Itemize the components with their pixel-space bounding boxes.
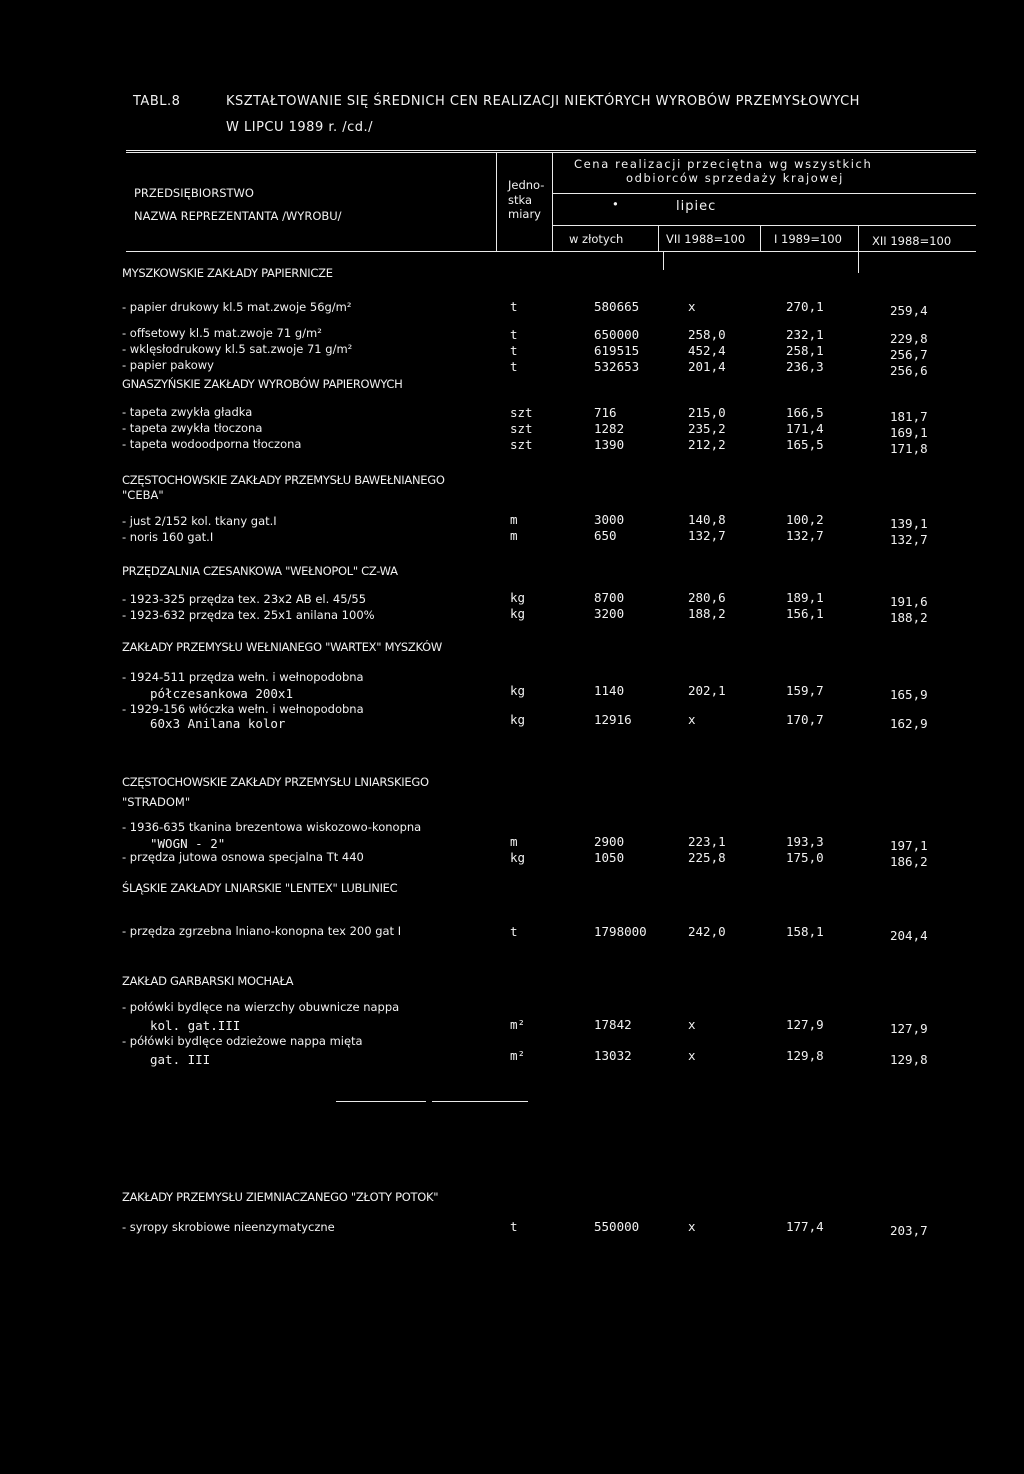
row-index-xii-1988: 169,1 <box>890 425 928 440</box>
row-price-pln: 619515 <box>594 343 640 358</box>
row-index-i-1989: 127,9 <box>786 1017 824 1032</box>
row-index-i-1989: 165,5 <box>786 437 824 452</box>
row-label: - noris 160 gat.I <box>122 530 214 544</box>
row-label: - tapeta zwykła tłoczona <box>122 421 263 435</box>
row-index-xii-1988: 132,7 <box>890 532 928 547</box>
row-label: - 1924-511 przędza wełn. i wełnopodobna <box>122 670 364 684</box>
row-index-xii-1988: 197,1 <box>890 838 928 853</box>
row-price-pln: 1140 <box>594 683 625 698</box>
row-label-line2: 60x3 Anilana kolor <box>150 716 286 731</box>
row-price-pln: 12916 <box>594 712 632 727</box>
page-title: KSZTAŁTOWANIE SIĘ ŚREDNICH CEN REALIZACJI NIEKTÓRYCH WYROBÓW PRZEMYSŁOWYCH <box>226 94 860 109</box>
header-unit-3: miary <box>508 207 541 221</box>
header-price-subtitle: odbiorców sprzedaży krajowej <box>626 171 844 185</box>
header-col-pln: w złotych <box>569 232 624 246</box>
row-label: - 1929-156 włóczka wełn. i wełnopodobna <box>122 702 364 716</box>
row-unit: kg <box>510 683 526 698</box>
row-unit: t <box>510 343 518 358</box>
row-price-pln: 532653 <box>594 359 640 374</box>
row-price-pln: 2900 <box>594 834 625 849</box>
row-unit: szt <box>510 405 533 420</box>
table-number: TABL.8 <box>133 94 181 109</box>
row-index-vii-1988: 280,6 <box>688 590 726 605</box>
row-index-i-1989: 170,7 <box>786 712 824 727</box>
row-label: - przędza jutowa osnowa specjalna Tt 440 <box>122 850 364 864</box>
row-index-xii-1988: 139,1 <box>890 516 928 531</box>
row-price-pln: 1798000 <box>594 924 647 939</box>
header-unit-1: Jedno- <box>508 178 545 192</box>
row-unit: szt <box>510 421 533 436</box>
row-index-i-1989: 156,1 <box>786 606 824 621</box>
row-index-i-1989: 270,1 <box>786 299 824 314</box>
section-heading: ZAKŁAD GARBARSKI MOCHAŁA <box>122 974 294 988</box>
row-index-vii-1988: 242,0 <box>688 924 726 939</box>
row-label: - 1936-635 tkanina brezentowa wiskozowo-konopna <box>122 820 422 834</box>
row-unit: m <box>510 834 518 849</box>
row-price-pln: 3200 <box>594 606 625 621</box>
header-divider-1 <box>658 225 659 251</box>
row-index-vii-1988: 212,2 <box>688 437 726 452</box>
header-bottom-rule <box>126 251 976 252</box>
row-index-xii-1988: 191,6 <box>890 594 928 609</box>
row-unit: kg <box>510 712 526 727</box>
header-unit-2: stka <box>508 193 533 207</box>
row-label-line2: "WOGN - 2" <box>150 836 226 851</box>
row-price-pln: 8700 <box>594 590 625 605</box>
row-index-xii-1988: 181,7 <box>890 409 928 424</box>
footer-rule-1 <box>336 1101 426 1102</box>
header-divider-2 <box>760 225 761 251</box>
row-unit: m <box>510 528 518 543</box>
row-index-vii-1988: 258,0 <box>688 327 726 342</box>
header-tick-1 <box>663 252 664 270</box>
row-index-vii-1988: 188,2 <box>688 606 726 621</box>
row-label: - półówki bydlęce odzieżowe nappa mięta <box>122 1034 363 1048</box>
row-index-vii-1988: 452,4 <box>688 343 726 358</box>
section-heading-line2: "STRADOM" <box>122 795 191 809</box>
row-index-vii-1988: 225,8 <box>688 850 726 865</box>
section-heading: CZĘSTOCHOWSKIE ZAKŁADY PRZEMYSŁU LNIARSKIEGO <box>122 775 429 789</box>
row-index-xii-1988: 186,2 <box>890 854 928 869</box>
row-unit: m² <box>510 1017 526 1032</box>
row-price-pln: 1282 <box>594 421 625 436</box>
row-index-xii-1988: 259,4 <box>890 303 928 318</box>
row-index-i-1989: 166,5 <box>786 405 824 420</box>
row-price-pln: 1050 <box>594 850 625 865</box>
header-top-rule <box>126 150 976 151</box>
row-label: - połówki bydlęce na wierzchy obuwnicze nappa <box>122 1000 400 1014</box>
row-price-pln: 1390 <box>594 437 625 452</box>
row-index-vii-1988: 140,8 <box>688 512 726 527</box>
row-index-i-1989: 177,4 <box>786 1219 824 1234</box>
row-index-xii-1988: 162,9 <box>890 716 928 731</box>
row-index-xii-1988: 165,9 <box>890 687 928 702</box>
row-unit: kg <box>510 850 526 865</box>
header-col-idx2: I 1989=100 <box>774 232 842 246</box>
header-enterprise: PRZEDSIĘBIORSTWO <box>134 186 254 200</box>
row-label: - papier drukowy kl.5 mat.zwoje 56g/m² <box>122 300 352 314</box>
row-index-i-1989: 175,0 <box>786 850 824 865</box>
row-unit: t <box>510 299 518 314</box>
row-index-vii-1988: 132,7 <box>688 528 726 543</box>
row-label: - przędza zgrzebna lniano-konopna tex 200 gat I <box>122 924 402 938</box>
header-col-idx1: VII 1988=100 <box>666 232 746 246</box>
header-month-rule <box>553 225 976 226</box>
row-label: - wklęsłodrukowy kl.5 sat.zwoje 71 g/m² <box>122 342 353 356</box>
row-price-pln: 650 <box>594 528 617 543</box>
header-divider-3 <box>858 225 859 273</box>
row-index-xii-1988: 188,2 <box>890 610 928 625</box>
row-price-pln: 550000 <box>594 1219 640 1234</box>
section-heading: GNASZYŃSKIE ZAKŁADY WYROBÓW PAPIEROWYCH <box>122 377 403 391</box>
row-index-vii-1988: 202,1 <box>688 683 726 698</box>
row-index-vii-1988: 223,1 <box>688 834 726 849</box>
row-index-vii-1988: 215,0 <box>688 405 726 420</box>
header-col-idx3: XII 1988=100 <box>872 234 952 248</box>
header-top-rule-2 <box>126 152 976 153</box>
row-label-line2: gat. III <box>150 1052 211 1067</box>
row-label: - just 2/152 kol. tkany gat.I <box>122 514 277 528</box>
row-index-vii-1988: x <box>688 299 696 314</box>
row-unit: t <box>510 327 518 342</box>
section-heading: PRZĘDZALNIA CZESANKOWA "WEŁNOPOL" CZ-WA <box>122 564 398 578</box>
row-index-i-1989: 171,4 <box>786 421 824 436</box>
section-heading: ŚLĄSKIE ZAKŁADY LNIARSKIE "LENTEX" LUBLINIEC <box>122 881 398 895</box>
row-label: - 1923-325 przędza tex. 23x2 AB el. 45/55 <box>122 592 367 606</box>
header-divider-unit <box>496 153 497 251</box>
row-price-pln: 580665 <box>594 299 640 314</box>
row-unit: kg <box>510 590 526 605</box>
row-label-line2: półczesankowa 200x1 <box>150 686 293 701</box>
row-label: - syropy skrobiowe nieenzymatyczne <box>122 1220 335 1234</box>
row-label-line2: kol. gat.III <box>150 1018 241 1033</box>
header-bullet: • <box>612 197 619 211</box>
row-price-pln: 716 <box>594 405 617 420</box>
header-divider-price <box>552 153 553 251</box>
row-index-vii-1988: x <box>688 1017 696 1032</box>
header-representative: NAZWA REPREZENTANTA /WYROBU/ <box>134 209 342 223</box>
row-unit: m <box>510 512 518 527</box>
row-index-xii-1988: 256,6 <box>890 363 928 378</box>
row-unit: t <box>510 924 518 939</box>
footer-rule-2 <box>432 1101 528 1102</box>
row-index-i-1989: 193,3 <box>786 834 824 849</box>
section-heading-line2: "CEBA" <box>122 488 164 502</box>
row-label: - tapeta wodoodporna tłoczona <box>122 437 302 451</box>
row-label: - papier pakowy <box>122 358 214 372</box>
section-heading: CZĘSTOCHOWSKIE ZAKŁADY PRZEMYSŁU BAWEŁNIANEGO <box>122 473 445 487</box>
row-index-vii-1988: x <box>688 1048 696 1063</box>
row-index-vii-1988: x <box>688 1219 696 1234</box>
row-unit: kg <box>510 606 526 621</box>
row-index-i-1989: 232,1 <box>786 327 824 342</box>
section-heading: MYSZKOWSKIE ZAKŁADY PAPIERNICZE <box>122 266 333 280</box>
row-index-i-1989: 159,7 <box>786 683 824 698</box>
row-index-xii-1988: 129,8 <box>890 1052 928 1067</box>
row-index-i-1989: 132,7 <box>786 528 824 543</box>
row-price-pln: 650000 <box>594 327 640 342</box>
row-index-i-1989: 258,1 <box>786 343 824 358</box>
row-index-xii-1988: 127,9 <box>890 1021 928 1036</box>
row-label: - tapeta zwykła gładka <box>122 405 253 419</box>
row-index-xii-1988: 256,7 <box>890 347 928 362</box>
section-heading: ZAKŁADY PRZEMYSŁU WEŁNIANEGO "WARTEX" MYSZKÓW <box>122 640 442 654</box>
row-label: - offsetowy kl.5 mat.zwoje 71 g/m² <box>122 326 322 340</box>
row-unit: szt <box>510 437 533 452</box>
row-index-xii-1988: 171,8 <box>890 441 928 456</box>
row-index-i-1989: 100,2 <box>786 512 824 527</box>
row-index-xii-1988: 229,8 <box>890 331 928 346</box>
row-unit: t <box>510 359 518 374</box>
row-price-pln: 13032 <box>594 1048 632 1063</box>
row-unit: t <box>510 1219 518 1234</box>
header-month: lipiec <box>676 199 717 214</box>
row-price-pln: 17842 <box>594 1017 632 1032</box>
row-index-vii-1988: x <box>688 712 696 727</box>
row-index-vii-1988: 201,4 <box>688 359 726 374</box>
header-price-title: Cena realizacji przeciętna wg wszystkich <box>574 157 873 171</box>
section-heading: ZAKŁADY PRZEMYSŁU ZIEMNIACZANEGO "ZŁOTY POTOK" <box>122 1190 439 1204</box>
row-index-xii-1988: 204,4 <box>890 928 928 943</box>
row-index-i-1989: 236,3 <box>786 359 824 374</box>
row-index-vii-1988: 235,2 <box>688 421 726 436</box>
row-index-i-1989: 189,1 <box>786 590 824 605</box>
header-price-rule <box>553 193 976 194</box>
row-index-i-1989: 158,1 <box>786 924 824 939</box>
row-index-i-1989: 129,8 <box>786 1048 824 1063</box>
row-index-xii-1988: 203,7 <box>890 1223 928 1238</box>
row-unit: m² <box>510 1048 526 1063</box>
row-price-pln: 3000 <box>594 512 625 527</box>
row-label: - 1923-632 przędza tex. 25x1 anilana 100% <box>122 608 375 622</box>
page-subtitle: W LIPCU 1989 r. /cd./ <box>226 120 374 135</box>
